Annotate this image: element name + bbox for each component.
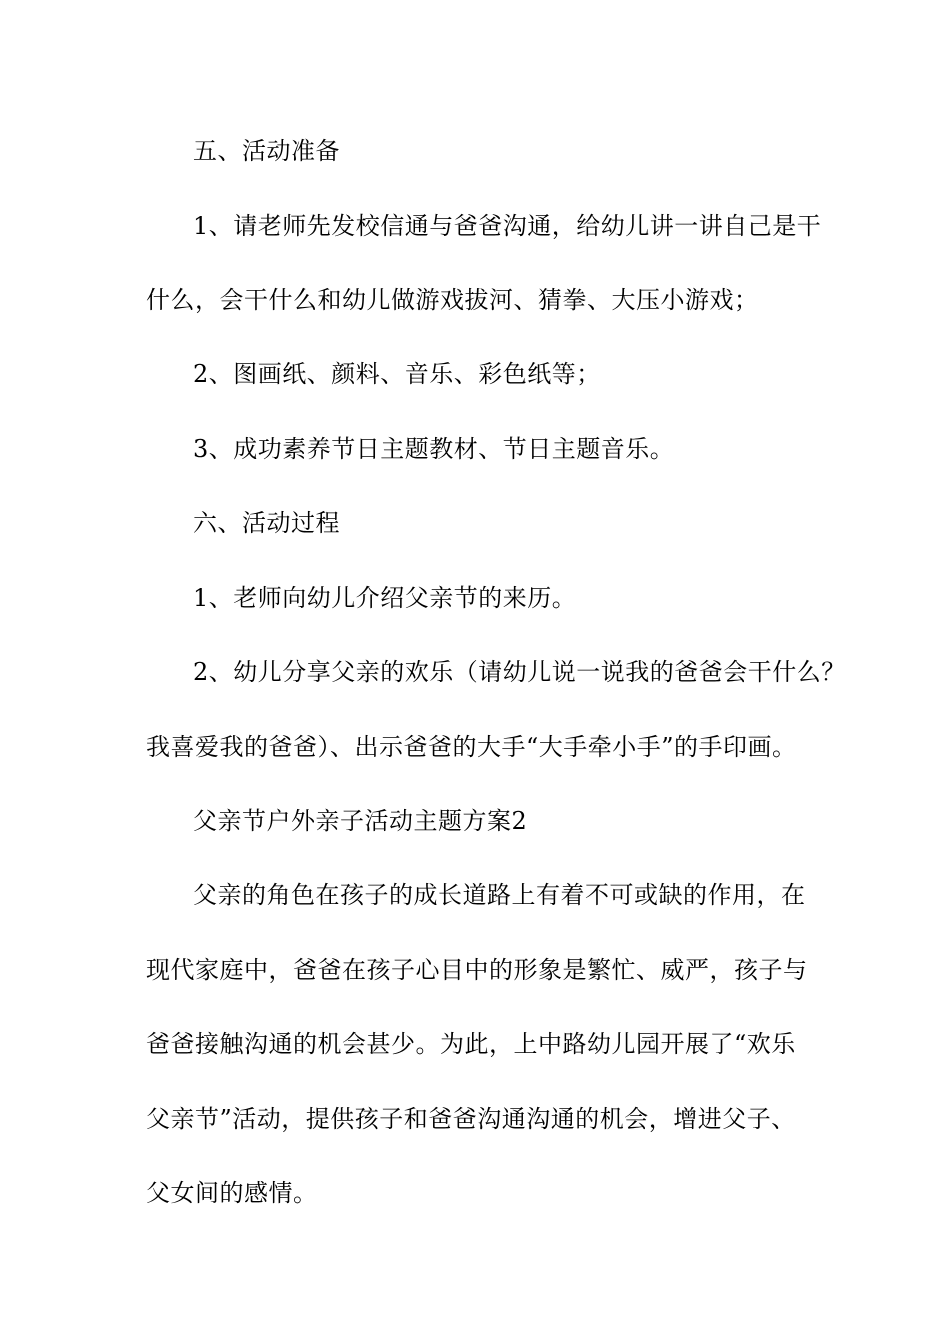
paragraph-line: 1、请老师先发校信通与爸爸沟通，给幼儿讲一讲自己是干 [193, 212, 822, 240]
paragraph-line: 父亲的角色在孩子的成长道路上有着不可或缺的作用，在 [193, 881, 806, 909]
paragraph-line: 父女间的感情。 [146, 1179, 318, 1207]
section-heading-preparation: 五、活动准备 [193, 137, 340, 165]
section-title: 父亲节户外亲子活动主题方案2 [193, 807, 528, 835]
paragraph-line: 现代家庭中，爸爸在孩子心目中的形象是繁忙、威严，孩子与 [146, 956, 808, 984]
paragraph-line: 父亲节”活动，提供孩子和爸爸沟通沟通的机会，增进父子、 [146, 1105, 796, 1133]
paragraph-line: 1、老师向幼儿介绍父亲节的来历。 [193, 584, 577, 612]
paragraph-line: 2、幼儿分享父亲的欢乐（请幼儿说一说我的爸爸会干什么？ [193, 658, 846, 686]
paragraph-line: 3、成功素养节日主题教材、节日主题音乐。 [193, 435, 675, 463]
paragraph-line: 我喜爱我的爸爸）、出示爸爸的大手“大手牵小手”的手印画。 [146, 733, 797, 761]
paragraph-line: 2、图画纸、颜料、音乐、彩色纸等； [193, 360, 601, 388]
paragraph-line: 爸爸接触沟通的机会甚少。为此，上中路幼儿园开展了“欢乐 [146, 1030, 796, 1058]
section-heading-process: 六、活动过程 [193, 509, 340, 537]
paragraph-line: 什么，会干什么和幼儿做游戏拔河、猜拳、大压小游戏； [146, 286, 759, 314]
